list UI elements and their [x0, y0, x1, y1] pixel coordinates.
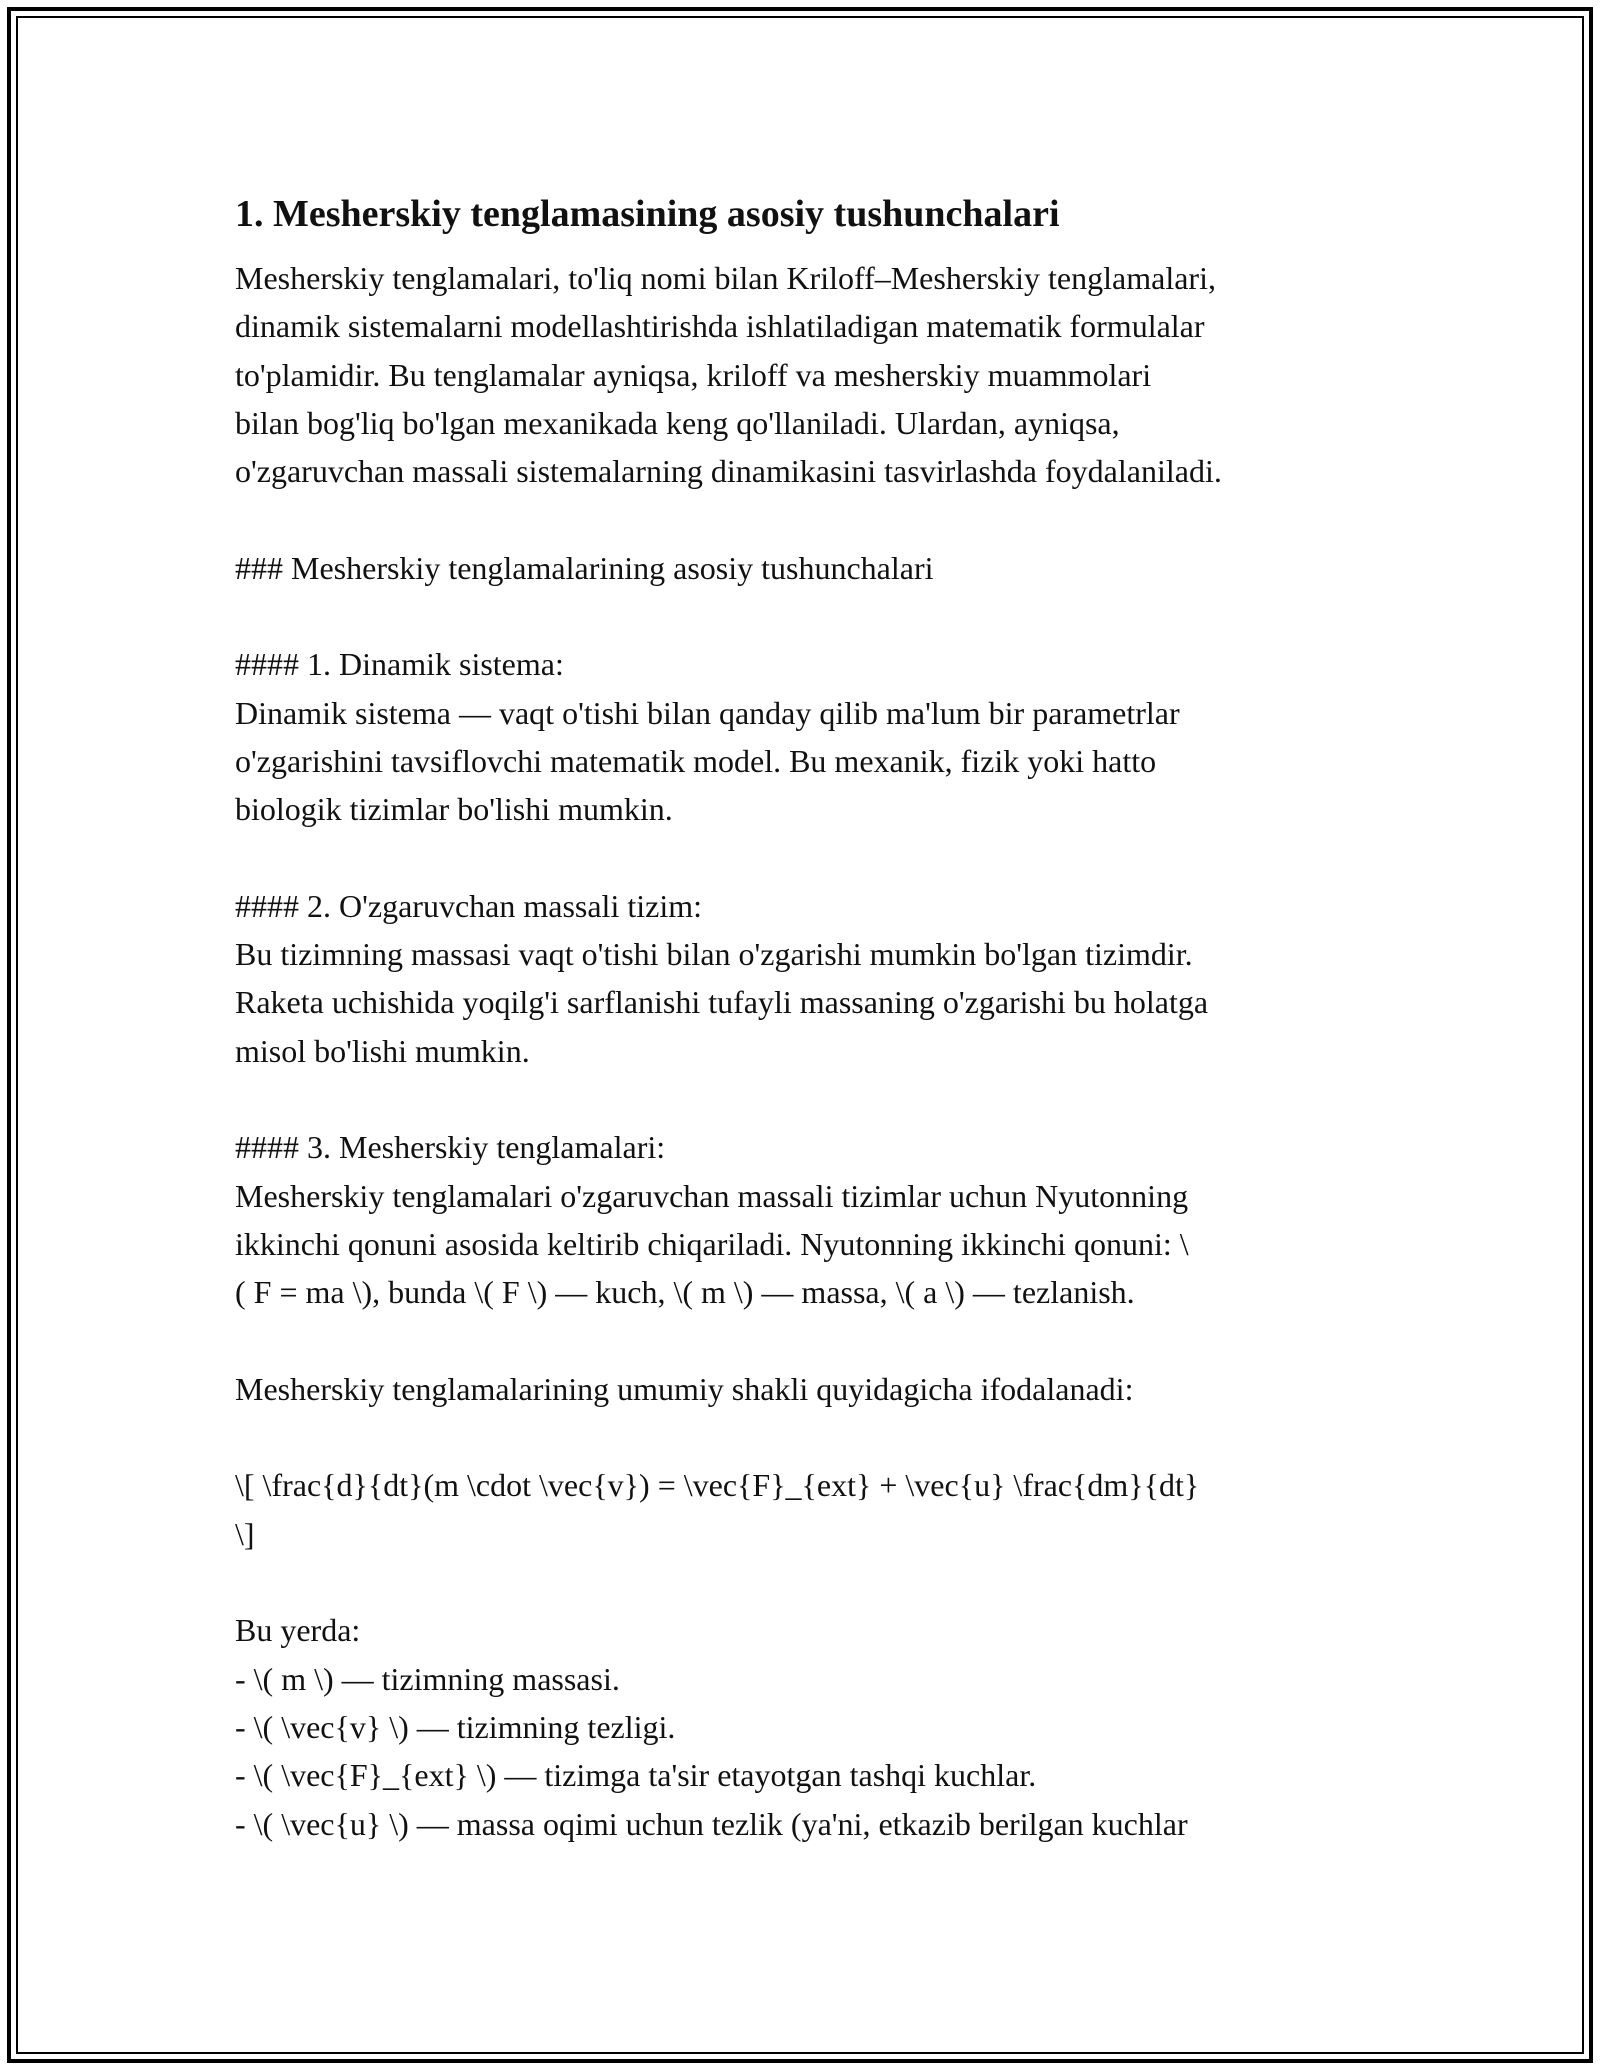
document-title: 1. Mesherskiy tenglamasining asosiy tushunchalari — [235, 193, 1060, 235]
document-body: Mesherskiy tenglamalari, to'liq nomi bilan Kriloff–Mesherskiy tenglamalari, dinamik sistemalarni modellashtirishda ishlatiladigan matematik formulalar to'plamidir. Bu tenglamalar ayniqsa, kriloff va mesherskiy muammolari bilan bog'liq bo'lgan mexanikada keng qo'llaniladi. Ulardan, ayniqsa, o'zgaruvchan massali sistemalarning dinamikasini tasvirlashda foydalaniladi. ### Mesherskiy tenglamalarining asosiy tushunchalari #### 1. Dinamik sistema: Dinamik sistema — vaqt o'tishi bilan qanday qilib ma'lum bir parametrlar o'zgarishini tavsiflovchi matematik model. Bu mexanik, fizik yoki hatto biologik tizimlar bo'lishi mumkin. #### 2. O'zgaruvchan massali tizim: Bu tizimning massasi vaqt o'tishi bilan o'zgarishi mumkin bo'lgan tizimdir. Raketa uchishida yoqilg'i sarflanishi tufayli massaning o'zgarishi bu holatga misol bo'lishi mumkin. #### 3. Mesherskiy tenglamalari: Mesherskiy tenglamalari o'zgaruvchan massali tizimlar uchun Nyutonning ikkinchi qonuni asosida keltirib chiqariladi. Nyutonning ikkinchi qonuni: \ ( F = ma \), bunda \( F \) — kuch, \( m \) — massa, \( a \) — tezlanish. Mesherskiy tenglamalarining umumiy shakli quyidagicha ifodalanadi: \[ \frac{d}{dt}(m \cdot \vec{v}) = \vec{F}_{ext} + \vec{u} \frac{dm}{dt} \] Bu yerda: - \( m \) — tizimning massasi. - \( \vec{v} \) — tizimning tezligi. - \( \vec{F}_{ext} \) — tizimga ta'sir etayotgan tashqi kuchlar. - \( \vec{u} \) — massa oqimi uchun tezlik (ya'ni, etkazib berilgan kuchlar — [235, 260, 1222, 1842]
document-page — [235, 186, 1375, 1848]
